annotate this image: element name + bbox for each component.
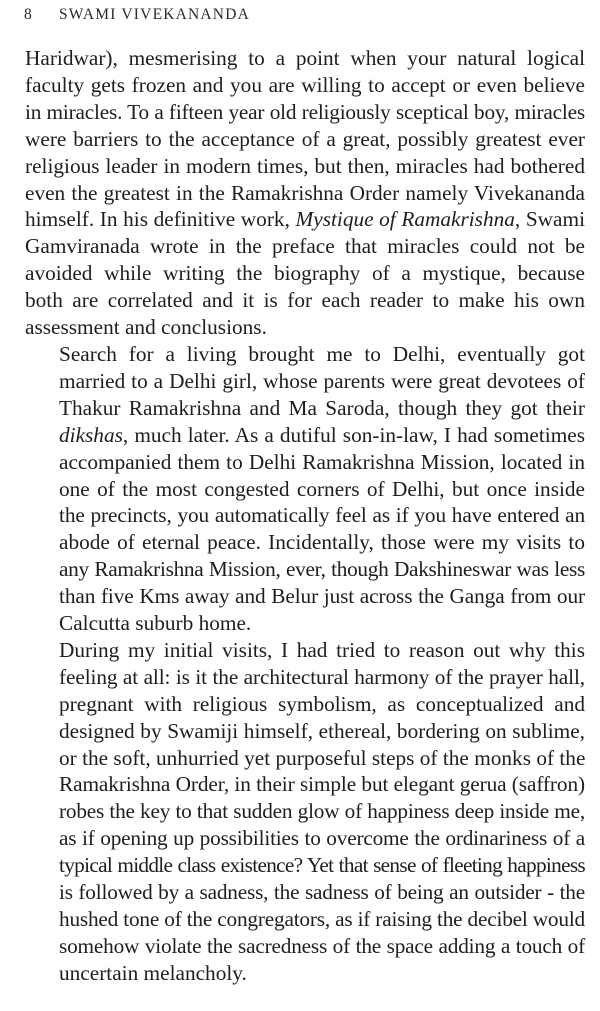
text-line: feeling at all: is it the architectural harmony of the prayer hall, xyxy=(59,664,585,689)
text-line: accompanied them to Delhi Ramakrishna Mission, located in xyxy=(59,449,585,474)
text-line: married to a Delhi girl, whose parents were great devotees of xyxy=(59,368,585,393)
text-line: Ramakrishna Order, in their simple but elegant gerua (saffron) xyxy=(59,772,585,797)
text-line: avoided while writing the biography of a mystique, because xyxy=(25,261,585,286)
text-line: himself. In his definitive work, Mystique of Ramakrishna, Swami xyxy=(25,207,585,232)
paragraph xyxy=(25,637,585,987)
text-line: were barriers to the acceptance of a great, possibly greatest ever xyxy=(25,126,585,151)
page-number: 8 xyxy=(24,6,33,23)
text-line: Calcutta suburb home. xyxy=(59,611,252,636)
text-line: robes the key to that sudden glow of happiness deep inside me, xyxy=(59,799,585,824)
text-line: designed by Swamiji himself, ethereal, bordering on sublime, xyxy=(59,718,585,743)
running-head xyxy=(24,6,250,24)
body-text xyxy=(25,45,585,987)
text-line: religious leader in modern times, but then, miracles had bothered xyxy=(25,153,585,178)
paragraph xyxy=(25,45,585,341)
text-line: both are correlated and it is for each reader to make his own xyxy=(25,288,585,313)
text-line: faculty gets frozen and you are willing to accept or even believe xyxy=(25,72,585,97)
text-line: typical middle class existence? Yet that sense of fleeting happiness xyxy=(59,853,585,878)
text-line: Haridwar), mesmerising to a point when your natural logical xyxy=(25,46,585,70)
text-line: Search for a living brought me to Delhi, eventually got xyxy=(59,341,585,366)
text-line: abode of eternal peace. Incidentally, those were my visits to xyxy=(59,530,585,555)
text-line: as if opening up possibilities to overcome the ordinariness of a xyxy=(59,826,585,851)
text-line: even the greatest in the Ramakrishna Order namely Vivekananda xyxy=(25,180,585,205)
text-line: During my initial visits, I had tried to reason out why this xyxy=(59,637,585,662)
running-title: SWAMI VIVEKANANDA xyxy=(58,6,250,23)
text-line: dikshas, much later. As a dutiful son-in-law, I had sometimes xyxy=(59,422,585,447)
text-line: Thakur Ramakrishna and Ma Saroda, though they got their xyxy=(59,395,585,420)
text-line: pregnant with religious symbolism, as conceptualized and xyxy=(59,691,585,716)
text-line: one of the most congested corners of Delhi, but once inside xyxy=(59,476,585,501)
paragraph xyxy=(25,341,585,637)
text-line: uncertain melancholy. xyxy=(59,960,247,985)
text-line: is followed by a sadness, the sadness of being an outsider - the xyxy=(59,880,585,905)
text-line: Gamviranada wrote in the preface that miracles could not be xyxy=(25,234,585,259)
text-line: than five Kms away and Belur just across the Ganga from our xyxy=(59,584,585,609)
text-line: in miracles. To a fifteen year old religiously sceptical boy, miracles xyxy=(25,99,585,124)
text-line: hushed tone of the congregators, as if raising the decibel would xyxy=(59,907,585,931)
text-line: somehow violate the sacredness of the space adding a touch of xyxy=(59,933,585,958)
text-line: or the soft, unhurried yet purposeful steps of the monks of the xyxy=(59,745,586,770)
text-line: any Ramakrishna Mission, ever, though Dakshineswar was less xyxy=(59,557,585,582)
text-line: assessment and conclusions. xyxy=(25,315,267,340)
text-line: the precincts, you automatically feel as if you have entered an xyxy=(59,503,585,528)
